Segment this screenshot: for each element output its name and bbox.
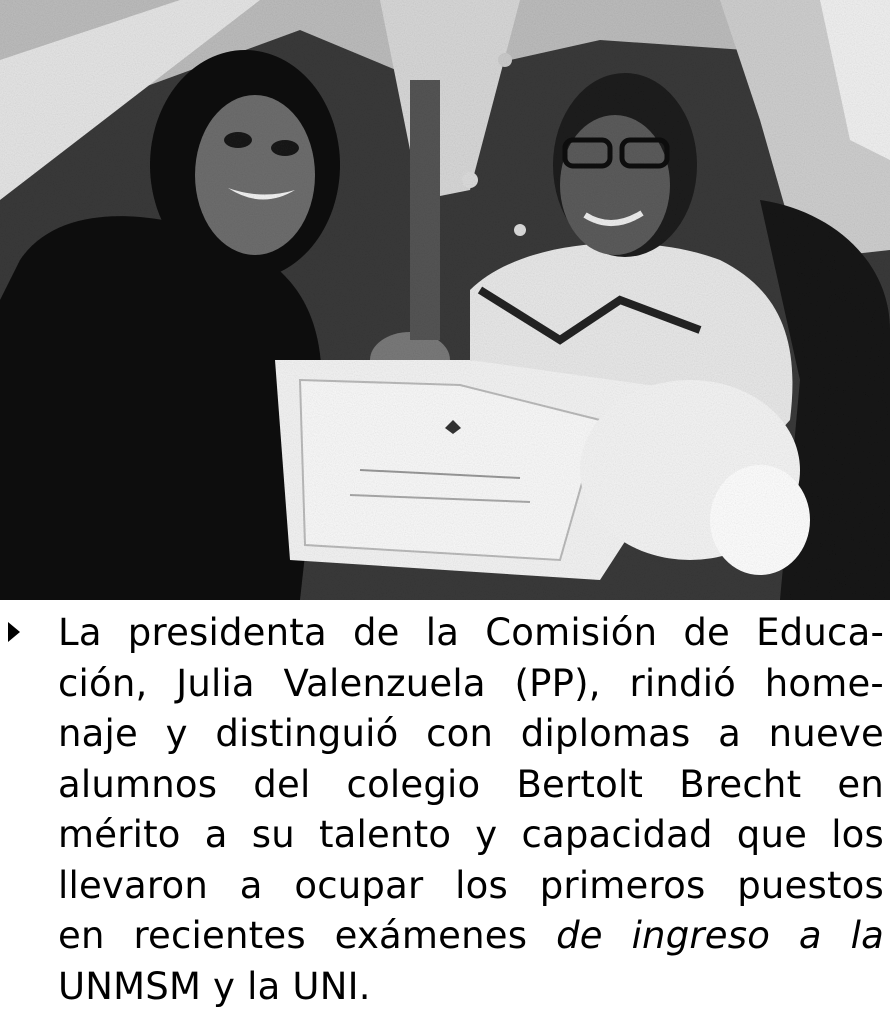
photo-caption (0, 600, 890, 1030)
caption-line: llevaron a ocupar los primeros puestos (58, 863, 884, 907)
caption-line: mérito a su talento y capacidad que los (58, 813, 884, 856)
caption-line: alumnos del colegio Bertolt Brecht en (58, 762, 884, 806)
caption-line: La presidenta de la Comisión de Educa- (58, 611, 884, 654)
caption-line: naje y distinguió con diplomas a nueve (58, 712, 884, 755)
bullet-triangle-icon (8, 622, 20, 642)
caption-line-start: en recientes exámenes (58, 914, 557, 957)
caption-line-italic: de ingreso a la (556, 914, 884, 957)
caption-line (58, 911, 884, 962)
caption-text (58, 608, 884, 1012)
caption-line: UNMSM y la UNI. (58, 964, 371, 1008)
caption-line: ción, Julia Valenzuela (PP), rindió home- (58, 661, 884, 705)
